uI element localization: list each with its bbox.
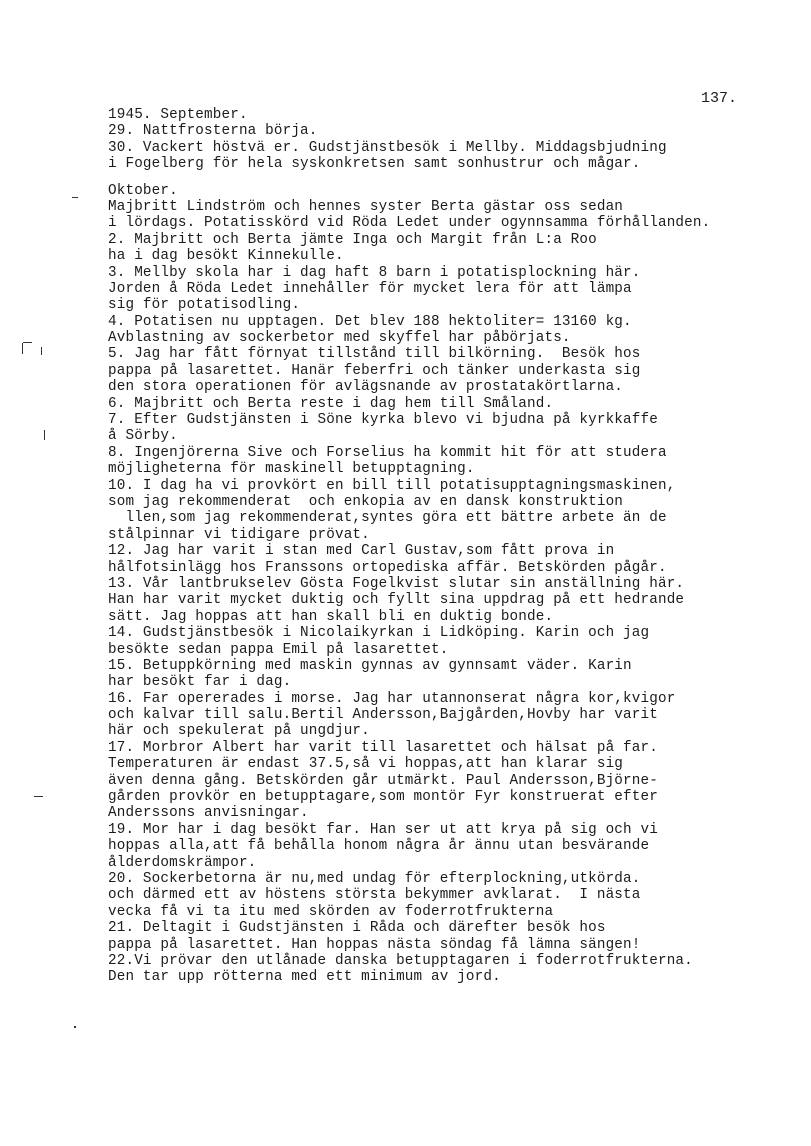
text-line: pappa på lasarettet. Hanär feberfri och tänker underkasta sig [108, 362, 641, 379]
text-line: stålpinnar vi tidigare prövat. [108, 526, 370, 543]
text-line: Oktober. [108, 182, 178, 199]
text-line: 15. Betuppkörning med maskin gynnas av gynnsamt väder. Karin [108, 657, 632, 674]
text-line: 22.Vi prövar den utlånade danska betupptagaren i foderrotfrukterna. [108, 952, 693, 969]
text-line: 19. Mor har i dag besökt far. Han ser ut att krya på sig och vi [108, 821, 658, 838]
punch-hole-mark [23, 342, 32, 343]
text-line: Avblastning av sockerbetor med skyffel har påbörjats. [108, 330, 571, 347]
text-line: hålfotsinlägg hos Franssons ortopediska affär. Betskörden pågår. [108, 559, 667, 576]
text-line: pappa på lasarettet. Han hoppas nästa söndag få lämna sängen! [108, 936, 641, 953]
text-line: Majbritt Lindström och hennes syster Berta gästar oss sedan [108, 198, 624, 215]
text-line: har besökt far i dag. [108, 674, 292, 691]
page-number: 137. [701, 90, 738, 107]
text-line: möjligheterna för maskinell betupptagning. [108, 461, 475, 478]
text-line: 29. Nattfrosterna börja. [108, 123, 318, 140]
text-line: 21. Deltagit i Gudstjänsten i Råda och därefter besök hos [108, 920, 606, 937]
text-line: i lördags. Potatisskörd vid Röda Ledet under ogynnsamma förhållanden. [108, 215, 711, 232]
text-line: 17. Morbror Albert har varit till lasarettet och hälsat på far. [108, 739, 658, 756]
diary-text [108, 107, 798, 986]
text-line: 12. Jag har varit i stan med Carl Gustav,som fått prova in [108, 543, 615, 560]
text-line: sig för potatisodling. [108, 297, 301, 314]
text-line: och därmed ett av höstens största bekymmer avklarat. I nästa [108, 887, 641, 904]
text-line: ha i dag besökt Kinnekulle. [108, 248, 344, 265]
text-line: hoppas alla,att få behålla honom några år ännu utan besvärande [108, 838, 650, 855]
text-line: 1945. September. [108, 107, 248, 123]
text-line: här och spekulerat på ungdjur. [108, 723, 370, 740]
punch-hole-mark [44, 430, 45, 440]
punch-hole-mark [22, 343, 23, 354]
text-line: även denna gång. Betskörden går utmärkt. Paul Andersson,Björne- [108, 772, 658, 789]
text-line: 3. Mellby skola har i dag haft 8 barn i potatisplockning här. [108, 264, 641, 281]
text-line: Den tar upp rötterna med ett minimum av jord. [108, 969, 501, 986]
punch-hole-mark [41, 347, 42, 355]
text-line: ålderdomskrämpor. [108, 854, 257, 871]
text-line: 10. I dag ha vi provkört en bill till potatisupptagningsmaskinen, [108, 477, 676, 494]
text-line: som jag rekommenderat och enkopia av en dansk konstruktion [108, 493, 624, 510]
text-line: besökte sedan pappa Emil på lasarettet. [108, 641, 449, 658]
text-line: Han har varit mycket duktig och fyllt sina uppdrag på ett hedrande [108, 592, 685, 609]
text-line: vecka få vi ta itu med skörden av foderrotfrukterna [108, 903, 554, 920]
margin-mark [34, 796, 43, 797]
text-line: 6. Majbritt och Berta reste i dag hem till Småland. [108, 395, 554, 412]
text-line: 30. Vackert höstvä er. Gudstjänstbesök i Mellby. Middagsbjudning [108, 139, 667, 156]
text-line: Jorden å Röda Ledet innehåller för mycket lera för att lämpa [108, 280, 632, 297]
text-line: 4. Potatisen nu upptagen. Det blev 188 hektoliter= 13160 kg. [108, 313, 632, 330]
text-line: Anderssons anvisningar. [108, 805, 309, 822]
text-line: sätt. Jag hoppas att han skall bli en duktig bonde. [108, 608, 554, 625]
margin-mark [72, 197, 78, 198]
text-line: å Sörby. [108, 428, 178, 445]
text-line: llen,som jag rekommenderat,syntes göra ett bättre arbete än de [108, 510, 667, 527]
text-line: i Fogelberg för hela syskonkretsen samt sonhustrur och mågar. [108, 156, 641, 173]
text-line: 20. Sockerbetorna är nu,med undag för efterplockning,utkörda. [108, 870, 641, 887]
text-line: 8. Ingenjörerna Sive och Forselius ha kommit hit för att studera [108, 444, 667, 461]
text-line: och kalvar till salu.Bertil Andersson,Bajgården,Hovby har varit [108, 707, 658, 724]
text-line: 13. Vår lantbrukselev Gösta Fogelkvist slutar sin anställning här. [108, 575, 685, 592]
text-line: den stora operationen för avlägsnande av prostatakörtlarna. [108, 379, 624, 396]
text-line: 14. Gudstjänstbesök i Nicolaikyrkan i Lidköping. Karin och jag [108, 625, 650, 642]
text-line: 16. Far opererades i morse. Jag har utannonserat några kor,kvigor [108, 690, 676, 707]
text-line [108, 173, 798, 183]
text-line: 7. Efter Gudstjänsten i Söne kyrka blevo vi bjudna på kyrkkaffe [108, 412, 658, 429]
text-line: 2. Majbritt och Berta jämte Inga och Margit från L:a Roo [108, 231, 597, 248]
text-line: 5. Jag har fått förnyat tillstånd till bilkörning. Besök hos [108, 346, 641, 363]
text-line: Temperaturen är endast 37.5,så vi hoppas,att han klarar sig [108, 756, 624, 773]
margin-mark [74, 1026, 76, 1028]
text-line: gården provkör en betupptagare,som montör Fyr konstruerat efter [108, 789, 658, 806]
